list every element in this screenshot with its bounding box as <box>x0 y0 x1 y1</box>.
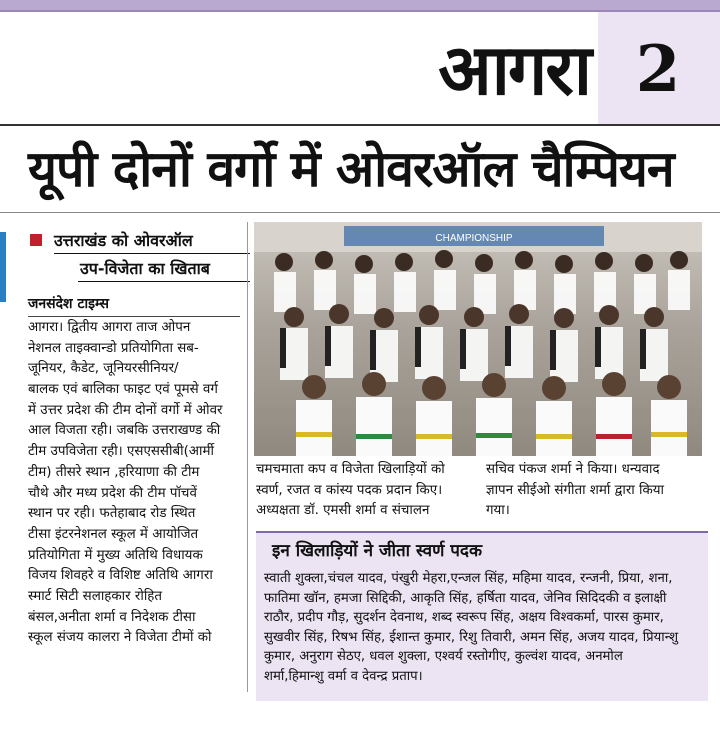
header-rule <box>0 124 720 126</box>
subheading-block <box>30 228 250 284</box>
gold-medal-winners-box <box>256 531 708 701</box>
body-line: जूनियर, कैडेट, जूनियरसीनियर/ <box>28 361 179 377</box>
photo-banner-text: CHAMPIONSHIP <box>435 233 513 244</box>
body-line: स्मार्ट सिटी सलाहकार रोहित <box>28 588 163 604</box>
subheading-underline-2 <box>78 281 250 282</box>
body-line: नेशनल ताइक्वान्डो प्रतियोगिता सब- <box>28 340 199 356</box>
caption-line: सचिव पंकज शर्मा ने किया। धन्यवाद <box>486 462 660 477</box>
headline-separator <box>0 212 720 213</box>
winner-line: राठौर, प्रदीप गौड़, सुदर्शन देवनाथ, शब्द स्वरूप सिंह, अक्षय विश्वकर्मा, पारस कुमार, <box>264 610 664 626</box>
winner-line: कुमार, अनुराग सेठए, धवल शुक्ला, एश्वर्य रस्तोगीए, कुल्वंश यादव, अनमोल <box>264 649 623 665</box>
gold-box-title: इन खिलाड़ियों ने जीता स्वर्ण पदक <box>272 541 483 561</box>
left-edge-tab <box>0 232 6 302</box>
byline-rule <box>28 316 240 317</box>
subheading-line-2: उप-विजेता का खिताब <box>80 259 210 278</box>
body-line: प्रतियोगिता में मुख्य अतिथि विधायक <box>28 547 203 563</box>
body-line: विजय शिवहरे व विशिष्ट अतिथि आगरा <box>28 568 213 584</box>
body-line: आगरा। द्वितीय आगरा ताज ओपन <box>28 320 191 335</box>
caption-line: चमचमाता कप व विजेता खिलाड़ियों को <box>256 462 445 477</box>
caption-line: गया। <box>486 503 510 518</box>
winner-line: स्वाती शुक्ला,चंचल यादव, पंखुरी मेहरा,एन्जल सिंह, महिमा यादव, रन्जनी, प्रिया, शना, <box>264 571 673 586</box>
winner-line: शर्मा,हिमान्शु वर्मा व देवन्द्र प्रताप। <box>264 668 423 684</box>
body-line: आल विजता रही। जबकि उत्तराखण्ड की <box>28 423 221 439</box>
winner-line: सुखवीर सिंह, रिषभ सिंह, ईशान्त कुमार, रिशु तिवारी, अमन सिंह, अजय यादव, प्रियान्शु <box>264 629 679 645</box>
photo-caption-col-2 <box>486 460 702 522</box>
body-line: स्कूल संजय कालरा ने विजेता टीमों को <box>28 630 212 646</box>
page-city-name: आगरा <box>438 29 590 111</box>
caption-line: ज्ञापन सीईओ संगीता शर्मा द्वारा किया <box>486 482 665 498</box>
body-line: में उत्तर प्रदेश की टीम दोनों वर्गो में ओवर <box>28 402 223 418</box>
body-line: चौथे और मध्य प्रदेश की टीम पॉचवें <box>28 485 197 501</box>
bullet-square-icon <box>30 234 42 246</box>
caption-line: स्वर्ण, रजत व कांस्य पदक प्रदान किए। <box>256 482 443 498</box>
body-line: बालक एवं बालिका फाइट एवं पूमसे वर्ग <box>28 382 218 398</box>
group-photo-illustration <box>254 222 702 456</box>
page-number: 2 <box>635 32 681 107</box>
body-line: स्थान पर रही। फतेहाबाद रोड स्थित <box>28 506 196 522</box>
group-photo <box>254 222 702 456</box>
gold-box-body <box>264 569 702 687</box>
body-line: टीसा इंटरनेशनल स्कूल में आयोजित <box>28 526 199 542</box>
caption-line: अध्यक्षता डॉ. एमसी शर्मा व संचालन <box>256 503 430 518</box>
byline: जनसंदेश टाइम्स <box>28 296 110 312</box>
subheading-line-1: उत्तराखंड को ओवरऑल <box>54 231 193 250</box>
winner-line: फातिमा खॉन, हमजा सिद्दिकी, आकृति सिंह, हर्षिता यादव, जेनिव सिदिदकी व इलाक्षी <box>264 590 667 606</box>
body-line: बंसल,अनीता शर्मा व निदेशक टीसा <box>28 609 196 625</box>
column-rule <box>247 222 248 692</box>
article-body <box>28 318 238 649</box>
subheading-underline-1 <box>54 253 250 254</box>
body-line: टीम) तीसरे स्थान ,हरियाणा की टीम <box>28 464 200 480</box>
top-color-stripe <box>0 0 720 10</box>
main-headline: यूपी दोनों वर्गो में ओवरऑल चैम्पियन <box>28 140 674 198</box>
photo-caption-col-1 <box>256 460 476 522</box>
body-line: टीम उपविजेता रही। एसएससीबी(आर्मी <box>28 444 214 460</box>
